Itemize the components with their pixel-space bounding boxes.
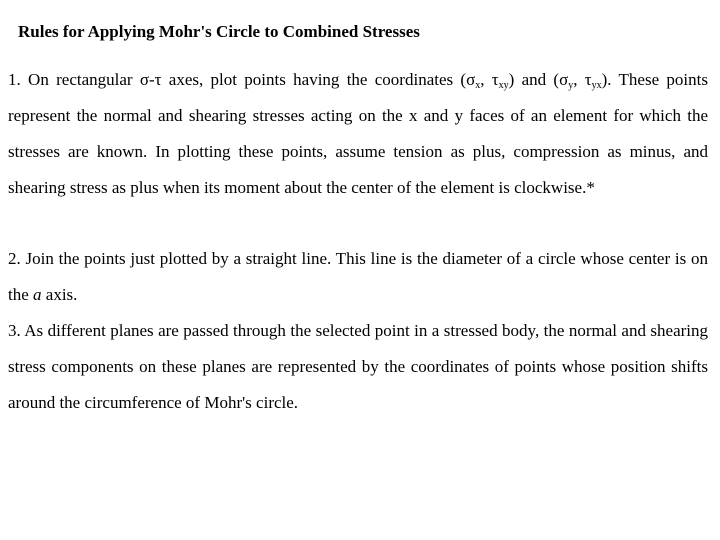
rules-list [8, 62, 708, 421]
rule-1 [8, 62, 708, 206]
rule-1-text-start: 1. On rectangular σ-τ axes, plot points having the coordinates (σ [8, 70, 476, 89]
subscript-xy: xy [498, 80, 509, 91]
rule-2-text-start: 2. Join the points just plotted by a straight line. This line is the diameter of a circle whose center is on the [8, 249, 708, 304]
rule-2-text-end: axis. [41, 285, 78, 304]
subscript-x: x [475, 80, 481, 91]
rule-1-text-part-2: , τ [480, 70, 499, 89]
slide-title: Rules for Applying Mohr's Circle to Combined Stresses [18, 22, 420, 41]
rule-2 [8, 241, 708, 313]
rule-3: 3. As different planes are passed through the selected point in a stressed body, the normal and shearing stress components on these planes are represented by the coordinates of points whose position shifts around the circumference of Mohr's circle. [8, 321, 708, 412]
subscript-yx: yx [591, 80, 602, 91]
spacer [8, 206, 708, 241]
subscript-y: y [568, 80, 574, 91]
axis-symbol: a [33, 285, 42, 304]
rule-1-text-part-3: ) and (σ [508, 70, 569, 89]
rule-1-text-end: ). These points represent the normal and shearing stresses acting on the x and y faces of an element for which the stresses are known. In plotting these points, assume tension as plus, compression as minus, and shearing stress as plus when its moment about the center of the element is clockwise.* [8, 70, 708, 197]
rule-1-text-part-4: , τ [573, 70, 592, 89]
